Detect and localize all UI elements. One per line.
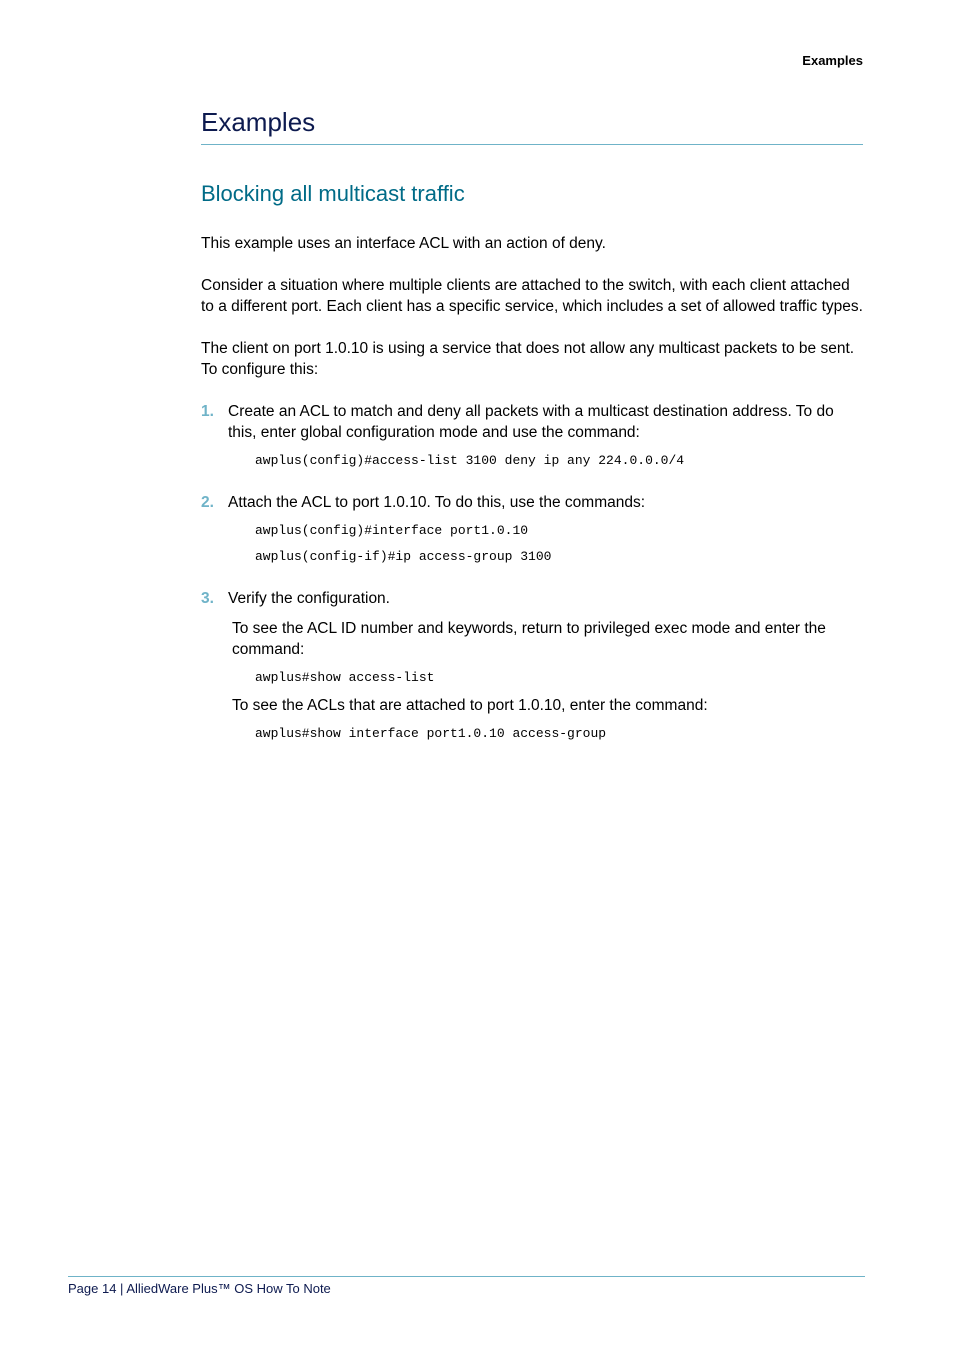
step-text: Create an ACL to match and deny all packets with a multicast destination address. To do this, enter global configuration mode and use the command: — [228, 403, 834, 441]
code-line: awplus#show access-list — [255, 670, 435, 685]
code-line: awplus#show interface port1.0.10 access-group — [255, 726, 607, 741]
client-paragraph: The client on port 1.0.10 is using a service that does not allow any multicast packets to be sent. To configure this: — [201, 340, 855, 378]
step-1 — [201, 401, 863, 443]
page-footer: Page 14 | AlliedWare Plus™ OS How To Note — [68, 1276, 865, 1296]
step-number: 3. — [201, 590, 214, 607]
code-line: awplus(config)#access-list 3100 deny ip any 224.0.0.0/4 — [255, 453, 685, 468]
step-text: Attach the ACL to port 1.0.10. To do this, use the commands: — [228, 494, 646, 511]
step-3 — [201, 588, 863, 609]
page-title: Examples — [201, 104, 863, 145]
code-line: awplus(config)#interface port1.0.10 — [255, 523, 529, 538]
step-number: 1. — [201, 403, 214, 420]
situation-paragraph: Consider a situation where multiple clients are attached to the switch, with each client attached to a different port. Each client has a specific service, which includes a set of allowed traffic types. — [201, 277, 863, 315]
running-header: Examples — [802, 53, 863, 68]
step-text: Verify the configuration. — [228, 590, 390, 607]
step-number: 2. — [201, 494, 214, 511]
step-2 — [201, 492, 863, 513]
intro-paragraph: This example uses an interface ACL with an action of deny. — [201, 235, 606, 252]
sub-paragraph: To see the ACLs that are attached to port 1.0.10, enter the command: — [232, 697, 708, 714]
code-line: awplus(config-if)#ip access-group 3100 — [255, 549, 552, 564]
document-body — [201, 104, 863, 742]
section-title: Blocking all multicast traffic — [201, 181, 465, 206]
sub-paragraph: To see the ACL ID number and keywords, return to privileged exec mode and enter the command: — [232, 620, 826, 658]
